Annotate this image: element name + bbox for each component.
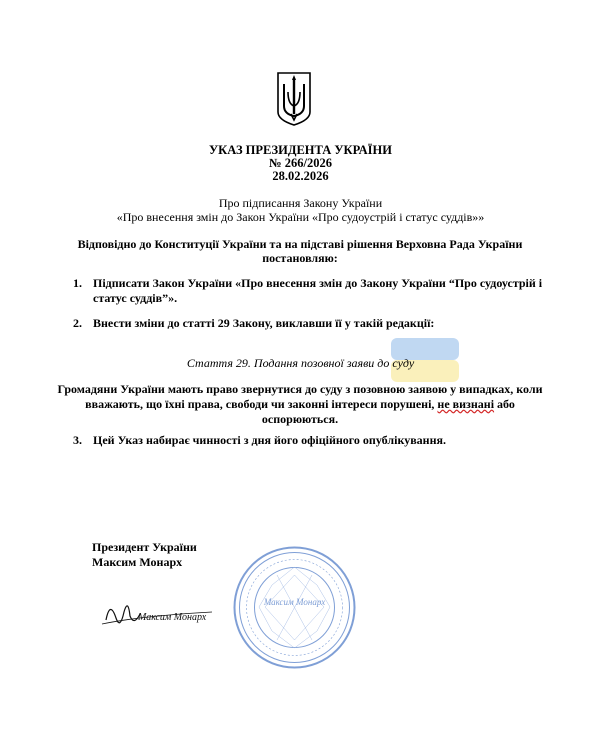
signatory-name: Максим Монарх [92, 555, 183, 569]
signatory-block [92, 540, 197, 570]
intro-paragraph [40, 237, 560, 265]
seal-text: Максим Монарх [263, 597, 326, 607]
list-item-text: Внести зміни до статті 29 Закону, виклавши її у такій редакції: [93, 316, 435, 330]
document-title: УКАЗ ПРЕЗИДЕНТА УКРАЇНИ [209, 143, 392, 157]
list-item-text: Цей Указ набирає чинності з дня його офіційного опублікування. [93, 433, 446, 447]
trident-emblem-icon [275, 70, 313, 127]
list-item-number: 3. [73, 433, 82, 447]
document-subject [0, 196, 601, 224]
subject-line-2: «Про внесення змін до Закон України «Про судоустрій і статус суддів»» [116, 210, 485, 224]
intro-line-2: постановляю: [262, 251, 338, 265]
article-body-part-2: або оспорюються. [261, 397, 515, 426]
article-body-part-1: Громадяни України мають право звернутися до суду з позовною заявою у випадках, коли вважають, що їхні права, свободи чи законні інтереси порушені, [57, 382, 543, 411]
document-number: № 266/2026 [269, 156, 332, 170]
flagged-word: не визнані [437, 397, 495, 411]
article-title: Стаття 29. Подання позовної заяви до суду [186, 356, 415, 370]
list-item-number: 1. [73, 276, 82, 290]
handwritten-signature-icon [100, 590, 220, 635]
official-seal-icon [232, 545, 357, 670]
list-item-number: 2. [73, 316, 82, 330]
signatory-position: Президент України [92, 540, 197, 554]
signature-text: Максим Монарх [138, 612, 207, 623]
article-body [50, 382, 550, 427]
subject-line-1: Про підписання Закону України [218, 196, 383, 210]
document-header [0, 144, 601, 183]
document-date: 28.02.2026 [272, 169, 329, 183]
list-item-text: Підписати Закон України «Про внесення змін до Закону України “Про судоустрій і статус суддів”». [93, 276, 543, 305]
intro-line-1: Відповідно до Конституції України та на підставі рішення Верховна Рада України [77, 237, 523, 251]
